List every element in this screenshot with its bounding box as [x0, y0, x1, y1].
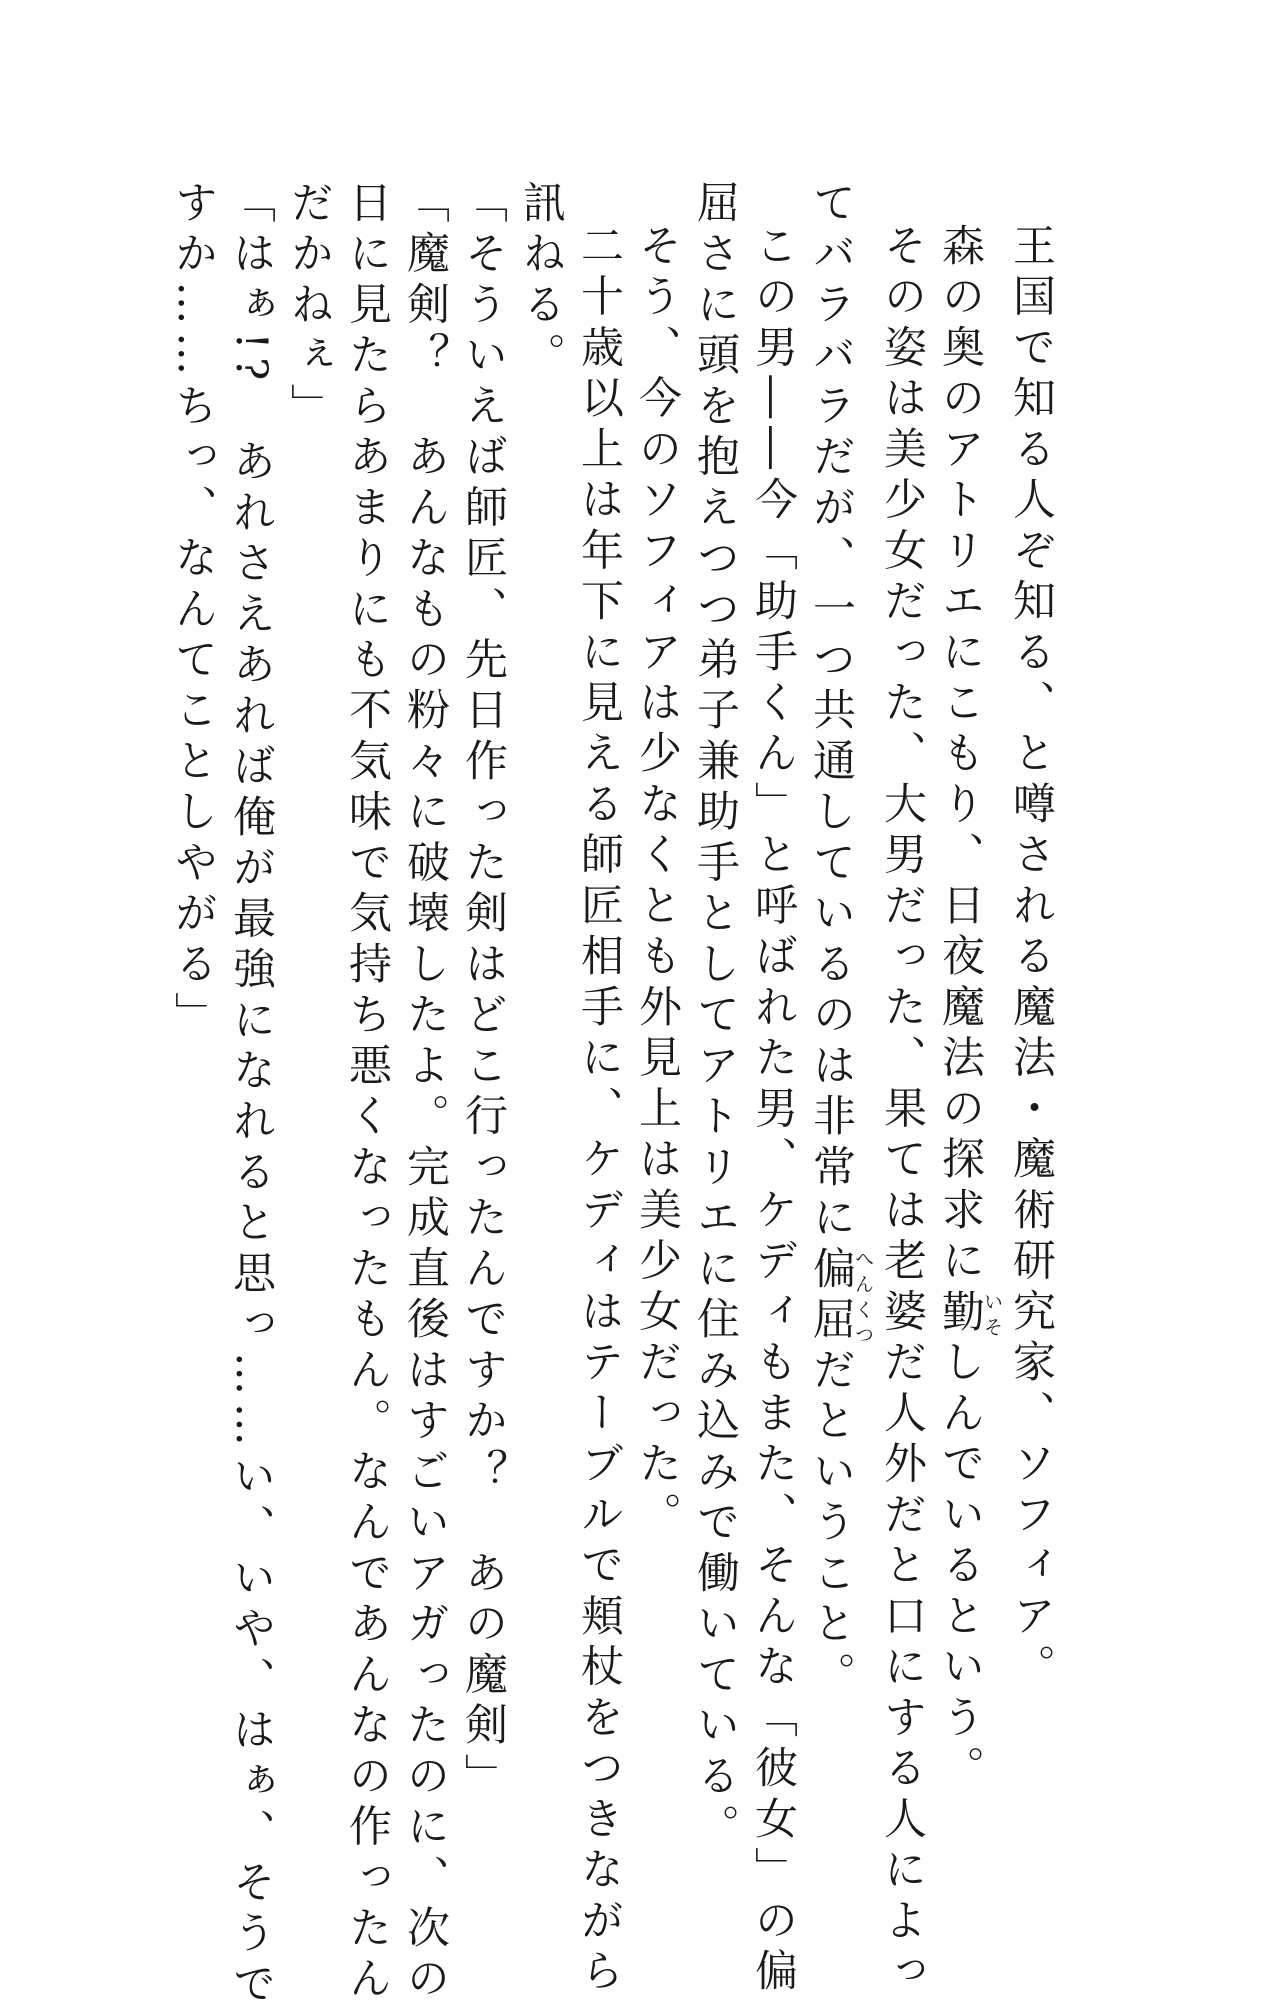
text-line-4 [802, 180, 875, 1703]
text-line-9: 訊ねる。 [516, 180, 566, 383]
dialogue-line-4: だかねぇ」 [284, 180, 334, 434]
dialogue-line-1: 「そういえば師匠、先日作った剣はどこ行ったんですか？ あの魔剣」 [458, 180, 508, 1804]
text-line-3: その姿は美少女だった、大男だった、果ては老婆だ人外だと口にする人によっ [877, 223, 927, 1999]
dialogue-line-5: 「はぁ!? あれさえあれば俺が最強になれると思っ……い、いや、はぁ、そうで [226, 180, 276, 2012]
text-line-7: そう、今のソフィアは少なくとも外見上は美少女だった。 [632, 223, 682, 1543]
text-line-5: この男――今「助手くん」と呼ばれた男、ケディもまた、そんな「彼女」の偏 [748, 223, 798, 1999]
dialogue-line-2: 「魔剣？ あんなもの粉々に破壊したよ。完成直後はすごいアガったのに、次の [400, 180, 450, 2007]
ruby-isoshimu: 勤いそ [935, 1288, 1004, 1340]
text-line-2 [931, 180, 1004, 1796]
dialogue-line-3: 日に見たらあまりにも不気味で気持ち悪くなったもん。なんであんなの作ったん [342, 180, 392, 2007]
text-line-1: 王国で知る人ぞ知る、と噂される魔法・魔術研究家、ソフィア。 [1006, 223, 1056, 1695]
text-line-8: 二十歳以上は年下に見える師匠相手に、ケディはテーブルで頬杖をつきながら [574, 223, 624, 1999]
text-line-2-a: 森の奥のアトリエにこもり、日夜魔法の探求に [935, 223, 985, 1289]
dialogue-line-6: すか……ちっ、なんてことしやがる」 [168, 180, 218, 1043]
vertical-text-body [100, 180, 1060, 2012]
text-line-2-b: しんでいるという。 [935, 1339, 985, 1796]
text-line-6: 屈さに頭を抱えつつ弟子兼助手としてアトリエに住み込みで働いている。 [690, 180, 740, 1855]
ruby-henkutsu: 偏屈へんくつ [806, 1245, 875, 1348]
text-line-4-b: だということ。 [806, 1347, 856, 1703]
text-line-4-a: てバラバラだが、一つ共通しているのは非常に [806, 180, 856, 1246]
